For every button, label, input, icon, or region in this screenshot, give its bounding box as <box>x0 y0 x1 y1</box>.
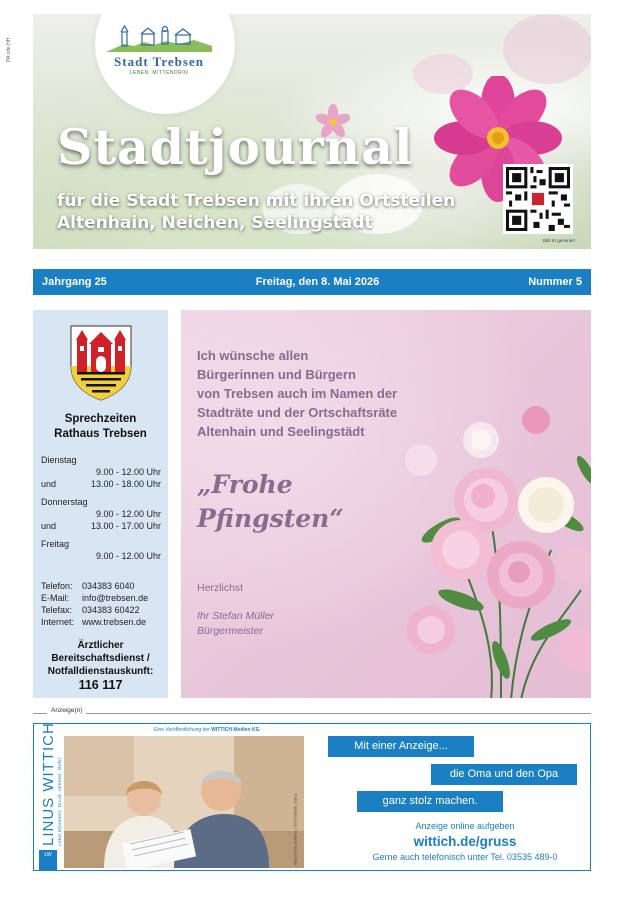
ad-brand-title: LINUS WITTICH <box>40 722 57 846</box>
hours-time: 9.00 - 12.00 Uhr <box>95 509 161 519</box>
greeting-signature <box>197 609 274 639</box>
contact-email <box>41 592 163 604</box>
hours-day <box>41 538 161 562</box>
ad-brand-strip <box>36 722 62 868</box>
ad-cta-url[interactable]: wittich.de/gruss <box>413 834 517 849</box>
office-hours-title-line-2: Rathaus Trebsen <box>54 428 147 440</box>
hours-prefix: und <box>41 479 57 489</box>
advertisement[interactable] <box>33 723 591 871</box>
issue-volume: Jahrgang 25 <box>42 276 107 288</box>
contact-value: 034383 6040 <box>82 581 135 591</box>
issue-bar <box>33 269 591 295</box>
emergency-line-1: Ärztlicher <box>77 640 124 651</box>
skyline-icon <box>104 24 214 54</box>
hours-day <box>41 496 161 532</box>
ad-photo-credit: Foto: fotolia.com / Robert Kneschke <box>293 794 298 866</box>
ad-label: Anzeige(n) <box>47 707 86 714</box>
coat-of-arms-icon <box>67 322 135 402</box>
ad-bubble-2: die Oma und den Opa <box>431 764 577 785</box>
greeting-regards: Herzlichst <box>197 582 244 594</box>
greeting-line: Bürgerinnen und Bürgern <box>197 367 356 382</box>
greeting-line: Ich wünsche allen <box>197 348 309 363</box>
hours-day-name: Donnerstag <box>41 497 88 507</box>
subtitle-line-1: für die Stadt Trebsen mit ihren Ortsteilen <box>57 191 456 211</box>
office-hours-title <box>33 412 168 442</box>
grandparents-photo-image <box>64 736 304 868</box>
subtitle-line-2: Altenhain, Neichen, Seelingstädt <box>57 213 373 233</box>
ad-publication: Eine Veröffentlichung der <box>154 727 210 733</box>
page-title: Stadtjournal <box>57 118 414 176</box>
contact-label: E-Mail: <box>41 593 70 603</box>
office-hours-box <box>33 310 168 698</box>
qr-code[interactable] <box>503 164 573 234</box>
contact-label: Telefon: <box>41 581 73 591</box>
contact-fax <box>41 604 163 616</box>
ad-publisher: WITTICH Medien KG <box>211 727 260 733</box>
issue-date: Freitag, den 8. Mai 2026 <box>255 276 380 288</box>
contact-label: Internet: <box>41 617 75 627</box>
side-credit: PA nde HH <box>6 37 12 62</box>
logo-tagline: LEBEN. MITTENDRIN <box>129 70 189 76</box>
hours-prefix <box>41 550 67 562</box>
contact-value[interactable]: info@trebsen.de <box>82 593 149 603</box>
hours-prefix <box>41 508 67 520</box>
ad-photo <box>64 736 304 868</box>
greeting-line: von Trebsen auch im Namen der <box>197 386 398 401</box>
contact-list <box>41 580 163 628</box>
hours-day <box>41 454 161 490</box>
ad-brand-sub: Lokal informiert: Druck. Internet. Mobil. <box>57 756 62 846</box>
ad-brand <box>40 722 62 846</box>
ad-cta-phone: Gerne auch telefonisch unter Tel. 03535 489-0 <box>372 852 558 862</box>
issue-number: Nummer 5 <box>528 276 582 288</box>
contact-website <box>41 616 163 628</box>
signature-title: Bürgermeister <box>197 625 263 637</box>
qr-caption: Bild KI generiert <box>543 238 576 243</box>
hours-day-name: Freitag <box>41 539 70 549</box>
office-hours-list <box>41 454 161 562</box>
emergency-info <box>33 639 168 678</box>
ad-bubble-1: Mit einer Anzeige... <box>328 736 474 757</box>
hours-time: 9.00 - 12.00 Uhr <box>95 467 161 477</box>
hours-prefix: und <box>41 521 57 531</box>
hours-time: 13.00 - 17.00 Uhr <box>90 521 161 531</box>
emergency-line-3: Notfalldienstauskunft: <box>47 666 154 677</box>
ad-publication-note <box>154 727 260 733</box>
ad-cta-label: Anzeige online aufgeben <box>415 821 515 831</box>
emergency-number: 116 117 <box>78 678 123 692</box>
ad-bubble-3: ganz stolz machen. <box>357 791 503 812</box>
signature-name: Ihr Stefan Müller <box>197 610 275 622</box>
ad-divider <box>33 713 591 714</box>
hours-time: 13.00 - 18.00 Uhr <box>90 479 161 489</box>
logo-name: Stadt Trebsen <box>114 54 204 69</box>
hours-prefix <box>41 466 67 478</box>
contact-label: Telefax: <box>41 605 73 615</box>
hours-day-name: Dienstag <box>41 455 77 465</box>
city-logo <box>99 24 219 94</box>
contact-value[interactable]: www.trebsen.de <box>82 617 147 627</box>
office-hours-title-line-1: Sprechzeiten <box>64 413 137 425</box>
greeting-line: Stadträte und der Ortschaftsräte <box>197 405 398 420</box>
emergency-line-2: Bereitschaftsdienst / <box>51 653 150 664</box>
headline-line-2: Pfingsten“ <box>197 504 344 533</box>
headline-line-1: „Frohe <box>197 470 293 499</box>
contact-value: 034383 60422 <box>82 605 140 615</box>
contact-phone <box>41 580 163 592</box>
peony-bouquet-image <box>401 400 591 698</box>
page-subtitle <box>57 190 455 234</box>
greeting-headline <box>197 468 344 536</box>
greeting-line: Altenhain und Seelingstädt <box>197 424 365 439</box>
hours-time: 9.00 - 12.00 Uhr <box>95 551 161 561</box>
masthead-header <box>33 14 591 249</box>
qr-code-icon <box>506 167 570 231</box>
pentecost-greeting <box>181 310 591 698</box>
brand-badge-icon: LW <box>39 850 57 870</box>
